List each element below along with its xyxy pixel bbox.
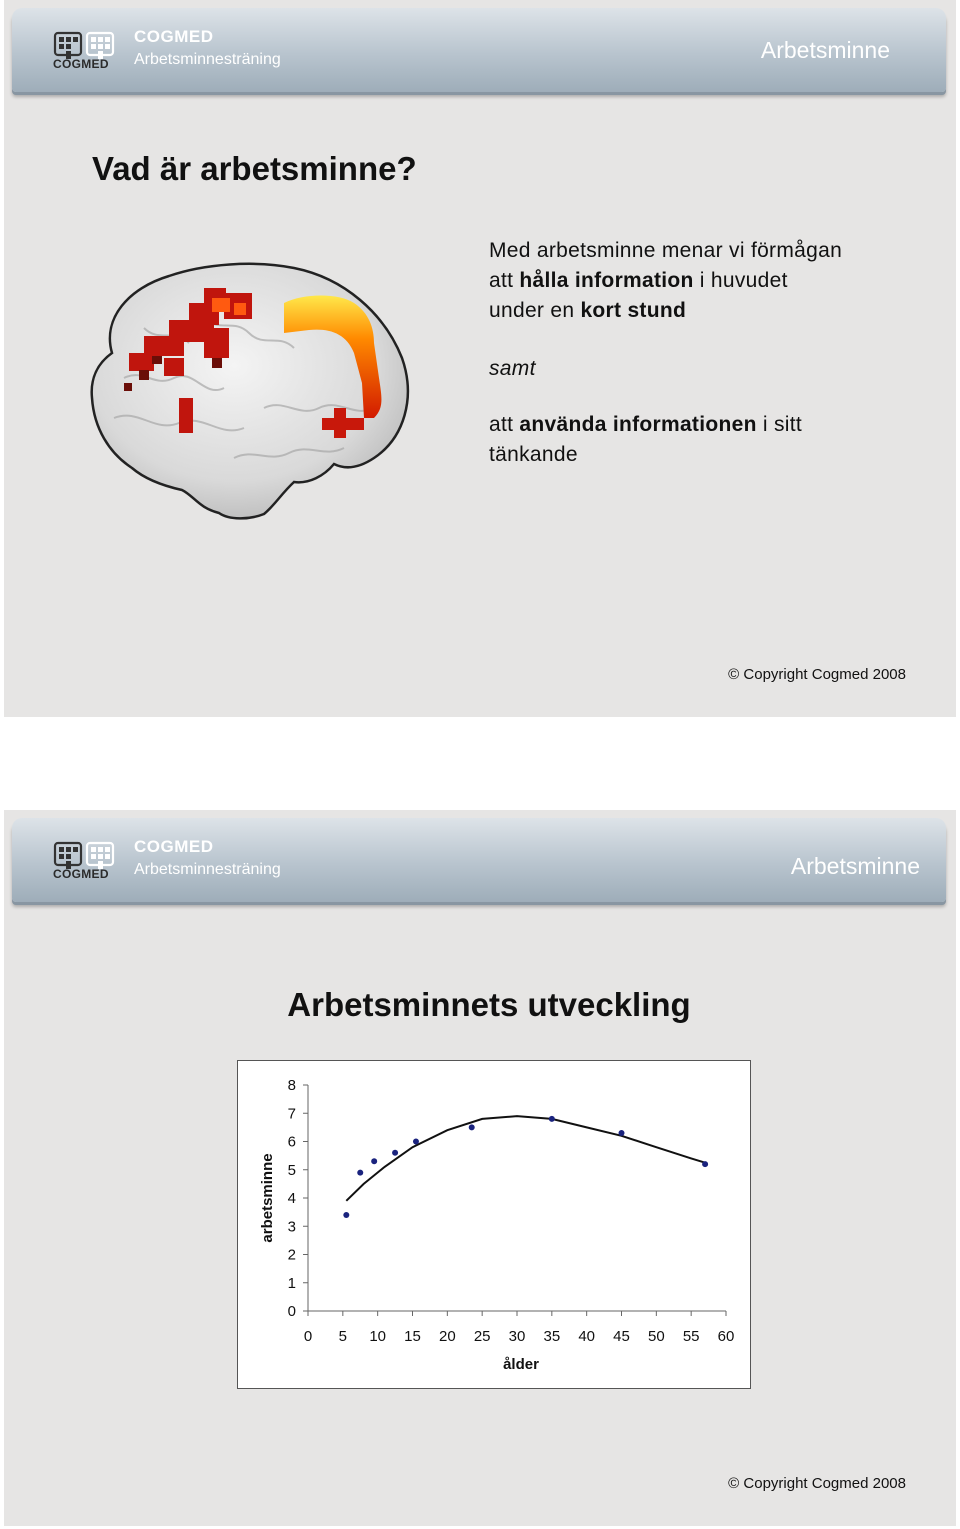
slide-1 [4,0,956,717]
slide-2 [4,810,956,1526]
y-tick-label: 0 [287,1303,296,1320]
brain-activation-image [84,258,419,520]
x-tick-label: 60 [717,1328,735,1345]
slide-header [12,8,946,92]
trend-line [346,1116,705,1201]
brand-subtitle: Arbetsminnesträning [134,861,281,878]
data-point [371,1158,377,1164]
definition-line-4: att använda informationen i sitt [489,413,803,436]
x-tick-label: 35 [543,1328,561,1345]
chart-heading: Arbetsminnets utveckling [287,986,691,1023]
copyright: © Copyright Cogmed 2008 [728,666,906,683]
brand-name: COGMED [134,837,214,856]
y-tick-label: 8 [287,1077,296,1094]
header-title: Arbetsminne [760,37,890,63]
brand-subtitle: Arbetsminnesträning [134,51,281,68]
chart-frame [237,1060,751,1389]
y-tick-label: 1 [287,1274,296,1292]
data-point [357,1170,363,1176]
y-tick-label: 6 [287,1133,296,1151]
x-tick-label: 40 [578,1328,596,1345]
y-tick-label: 5 [287,1161,296,1179]
definition-text [489,236,929,470]
y-tick-label: 3 [287,1218,296,1236]
data-point [392,1150,398,1156]
x-axis-label: ålder [503,1356,539,1373]
definition-line-5: tänkande [489,443,578,466]
chart [238,1061,750,1388]
x-tick-label: 5 [338,1328,348,1345]
data-point [702,1161,708,1167]
header-title: Arbetsminne [790,853,920,879]
data-point [619,1130,625,1136]
logo-wordmark: COGMED [53,57,109,71]
x-tick-label: 0 [303,1328,313,1345]
x-tick-label: 15 [404,1328,421,1345]
slide-header [12,818,946,902]
x-tick-label: 55 [682,1328,700,1345]
samt-text: samt [489,357,536,380]
x-tick-label: 30 [508,1328,526,1345]
y-tick-label: 4 [287,1190,296,1207]
brand-name: COGMED [134,27,214,46]
definition-line-3: under en kort stund [489,299,687,322]
data-point [469,1124,475,1130]
definition-line-2: att hålla information i huvudet [489,269,788,292]
data-point [413,1139,419,1145]
y-axis-label: arbetsminne [259,1153,276,1243]
x-tick-label: 50 [647,1328,665,1345]
logo-wordmark: COGMED [53,867,109,881]
y-tick-label: 7 [287,1105,296,1123]
data-point [343,1212,349,1218]
copyright: © Copyright Cogmed 2008 [728,1475,906,1492]
x-tick-label: 20 [438,1328,456,1345]
definition-line-1: Med arbetsminne menar vi förmågan [489,239,843,262]
x-tick-label: 45 [613,1328,630,1345]
x-tick-label: 10 [369,1328,387,1345]
x-tick-label: 25 [473,1328,491,1345]
y-tick-label: 2 [287,1246,296,1264]
page-title: Vad är arbetsminne? [92,150,417,187]
data-point [549,1116,555,1122]
